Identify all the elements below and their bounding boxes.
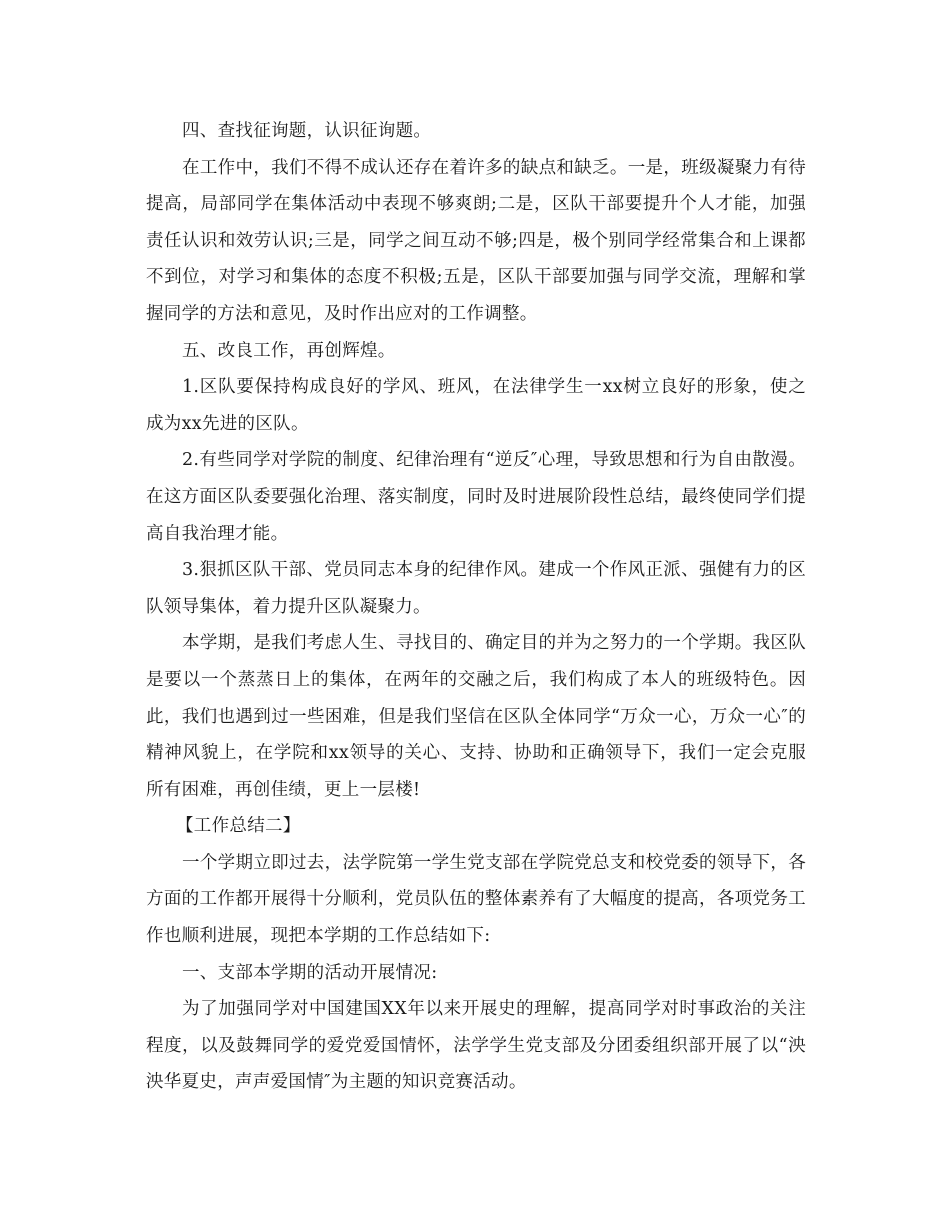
paragraph-shortcomings: 在工作中，我们不得不成认还存在着许多的缺点和缺乏。一是，班级凝聚力有待提高，局部同学在集体活动中表现不够爽朗;二是，区队干部要提升个人才能，加强责任认识和效劳认识;三是，同学之间互动不够;四是，极个别同学经常集合和上课都不到位，对学习和集体的态度不积极;五是，区队干部要加强与同学交流，理解和掌握同学的方法和意见，及时作出应对的工作调整。 <box>146 157 806 324</box>
section-heading-4: 四、查找征询题，认识征询题。 <box>182 121 432 141</box>
section-heading-5: 五、改良工作，再创辉煌。 <box>182 340 396 361</box>
list-item-2: 2.有些同学对学院的制度、纪律治理有“逆反″心理，导致思想和行为自由散漫。在这方面区队委要强化治理、落实制度，同时及时进展阶段性总结，最终使同学们提高自我治理才能。 <box>146 450 806 544</box>
list-item-3: 3.狠抓区队干部、党员同志本身的纪律作风。建成一个作风正派、强健有力的区队领导集体，着力提升区队凝聚力。 <box>146 560 806 617</box>
paragraph-activity: 为了加强同学对中国建国XX年以来开展史的理解，提高同学对时事政治的关注程度，以及鼓舞同学的爱党爱国情怀，法学学生党支部及分团委组织部开展了以“泱泱华夏史，声声爱国情″为主题的知识竞赛活动。 <box>146 999 806 1093</box>
section-heading-1: 一、支部本学期的活动开展情况: <box>182 962 438 983</box>
section-title-work-summary-2: 【工作总结二】 <box>176 816 301 837</box>
document-body <box>146 113 806 1101</box>
paragraph-intro: 一个学期立即过去，法学院第一学生党支部在学院党总支和校党委的领导下，各方面的工作都开展得十分顺利，党员队伍的整体素养有了大幅度的提高，各项党务工作也顺利进展，现把本学期的工作总结如下: <box>146 852 806 947</box>
paragraph-semester-summary: 本学期，是我们考虑人生、寻找目的、确定目的并为之努力的一个学期。我区队是要以一个蒸蒸日上的集体，在两年的交融之后，我们构成了本人的班级特色。因此，我们也遇到过一些困难，但是我们坚信在区队全体同学“万众一心，万众一心″的精神风貌上，在学院和xx领导的关心、支持、协助和正确领导下，我们一定会克服所有困难，再创佳绩，更上一层楼! <box>146 633 806 800</box>
list-item-1: 1.区队要保持构成良好的学风、班风，在法律学生一xx树立良好的形象，使之成为xx先进的区队。 <box>146 377 806 434</box>
